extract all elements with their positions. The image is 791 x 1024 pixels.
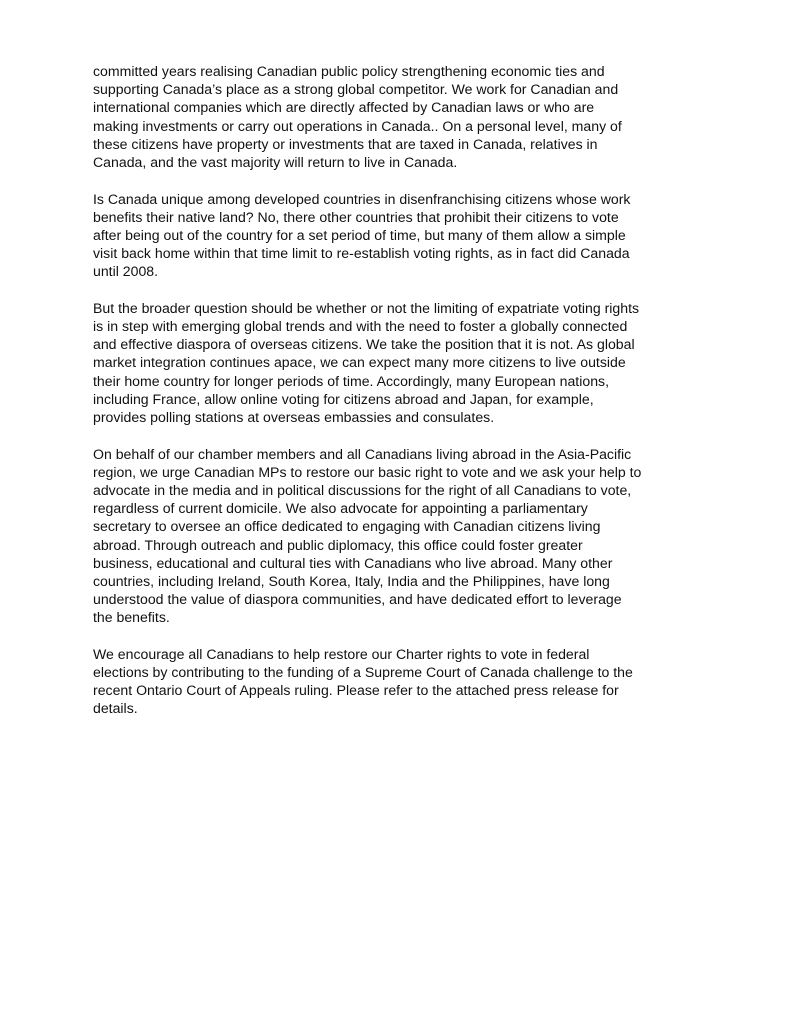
paragraph-global-trends: But the broader question should be whether or not the limiting of expatriate voting rights is in step with emerging global trends and with the need to foster a globally connected and effective diaspora of overseas citizens. We take the position that it is not. As global market integration continues apace, we can expect many more citizens to live outside their home country for longer periods of time. Accordingly, many European nations, including France, allow online voting for citizens abroad and Japan, for example, provides polling stations at overseas embassies and consulates. [93, 299, 640, 426]
paragraph-disenfranchising: Is Canada unique among developed countries in disenfranchising citizens whose work benefits their native land? No, there other countries that prohibit their citizens to vote after being out of the country for a set period of time, but many of them allow a simple visit back home within that time limit to re-establish voting rights, as in fact did Canada until 2008. [93, 190, 631, 280]
document-body [93, 62, 715, 736]
paragraph-chamber-appeal: On behalf of our chamber members and all Canadians living abroad in the Asia-Pacific region, we urge Canadian MPs to restore our basic right to vote and we ask your help to advocate in the media and in political discussions for the right of all Canadians to vote, regardless of current domicile. We also advocate for appointing a parliamentary secretary to oversee an office dedicated to engaging with Canadian citizens living abroad. Through outreach and public diplomacy, this office could foster greater business, educational and cultural ties with Canadians who live abroad. Many other countries, including Ireland, South Korea, Italy, India and the Philippines, have long understood the value of diaspora communities, and have dedicated effort to leverage the benefits. [93, 445, 642, 626]
paragraph-call-to-action: We encourage all Canadians to help restore our Charter rights to vote in federal elections by contributing to the funding of a Supreme Court of Canada challenge to the recent Ontario Court of Appeals ruling. Please refer to the attached press release for details. [93, 645, 633, 717]
paragraph-economic-ties: committed years realising Canadian public policy strengthening economic ties and supporting Canada’s place as a strong global competitor. We work for Canadian and international companies which are directly affected by Canadian laws or who are making investments or carry out operations in Canada.. On a personal level, many of these citizens have property or investments that are taxed in Canada, relatives in Canada, and the vast majority will return to live in Canada. [93, 63, 622, 171]
